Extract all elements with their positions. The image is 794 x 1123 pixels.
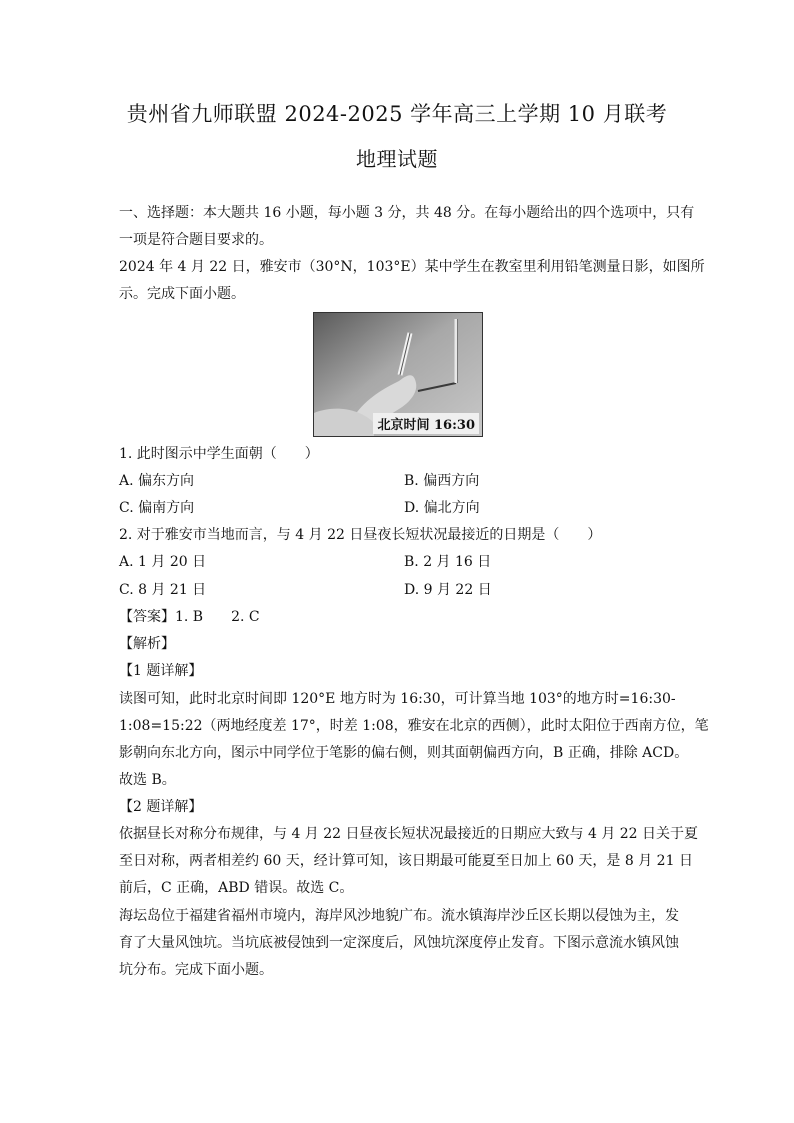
question-2-option-c: C. 8 月 21 日 bbox=[119, 582, 207, 598]
question-2-option-b: B. 2 月 16 日 bbox=[404, 554, 492, 570]
question-1-option-a: A. 偏东方向 bbox=[119, 473, 195, 489]
question-2-option-d: D. 9 月 22 日 bbox=[404, 582, 492, 598]
context-1-line-1: 2024 年 4 月 22 日，雅安市（30°N，103°E）某中学生在教室里利用铅笔测量日影，如图所 bbox=[119, 259, 705, 275]
q2-detail-label: 【2 题详解】 bbox=[119, 799, 203, 815]
answer-line: 【答案】1. B 2. C bbox=[119, 609, 260, 625]
section-heading-line-1: 一、选择题：本大题共 16 小题，每小题 3 分，共 48 分。在每小题给出的四个选项中，只有 bbox=[119, 205, 695, 221]
question-2-option-a: A. 1 月 20 日 bbox=[119, 554, 207, 570]
page-subtitle: 地理试题 bbox=[356, 147, 438, 171]
q2-detail-line-3: 前后，C 正确，ABD 错误。故选 C。 bbox=[119, 880, 354, 896]
context-2-line-1: 海坛岛位于福建省福州市境内，海岸风沙地貌广布。流水镇海岸沙丘区长期以侵蚀为主，发 bbox=[119, 908, 679, 924]
section-heading-line-2: 一项是符合题目要求的。 bbox=[119, 232, 273, 248]
context-2-line-2: 育了大量风蚀坑。当坑底被侵蚀到一定深度后，风蚀坑深度停止发育。下图示意流水镇风蚀 bbox=[119, 935, 679, 951]
q1-detail-line-4: 故选 B。 bbox=[119, 772, 176, 788]
page-title: 贵州省九师联盟 2024-2025 学年高三上学期 10 月联考 bbox=[126, 102, 668, 126]
q2-detail-line-2: 至日对称，两者相差约 60 天，经计算可知，该日期最可能夏至日加上 60 天，是 8 月 21 日 bbox=[119, 853, 693, 869]
pencil-shadow-photo bbox=[313, 312, 483, 437]
question-2-stem: 2. 对于雅安市当地而言，与 4 月 22 日昼夜长短状况最接近的日期是（ ） bbox=[119, 527, 602, 543]
question-1-option-d: D. 偏北方向 bbox=[404, 500, 480, 516]
question-1-option-c: C. 偏南方向 bbox=[119, 500, 195, 516]
context-1-line-2: 示。完成下面小题。 bbox=[119, 286, 245, 302]
photo-caption: 北京时间 16:30 bbox=[373, 413, 479, 434]
context-2-line-3: 坑分布。完成下面小题。 bbox=[119, 962, 273, 978]
q1-detail-line-1: 读图可知，此时北京时间即 120°E 地方时为 16:30，可计算当地 103°的地方时=16:30- bbox=[119, 691, 676, 707]
q1-detail-line-3: 影朝向东北方向，图示中同学位于笔影的偏右侧，则其面朝偏西方向，B 正确，排除 ACD。 bbox=[119, 745, 689, 761]
question-1-stem: 1. 此时图示中学生面朝（ ） bbox=[119, 446, 319, 462]
q1-detail-label: 【1 题详解】 bbox=[119, 663, 203, 679]
q1-detail-line-2: 1:08=15:22（两地经度差 17°，时差 1:08，雅安在北京的西侧），此时太阳位于西南方位，笔 bbox=[119, 718, 709, 734]
q2-detail-line-1: 依据昼长对称分布规律，与 4 月 22 日昼夜长短状况最接近的日期应大致与 4 月 22 日关于夏 bbox=[119, 826, 699, 842]
question-1-option-b: B. 偏西方向 bbox=[404, 473, 480, 489]
analysis-label: 【解析】 bbox=[119, 636, 175, 652]
